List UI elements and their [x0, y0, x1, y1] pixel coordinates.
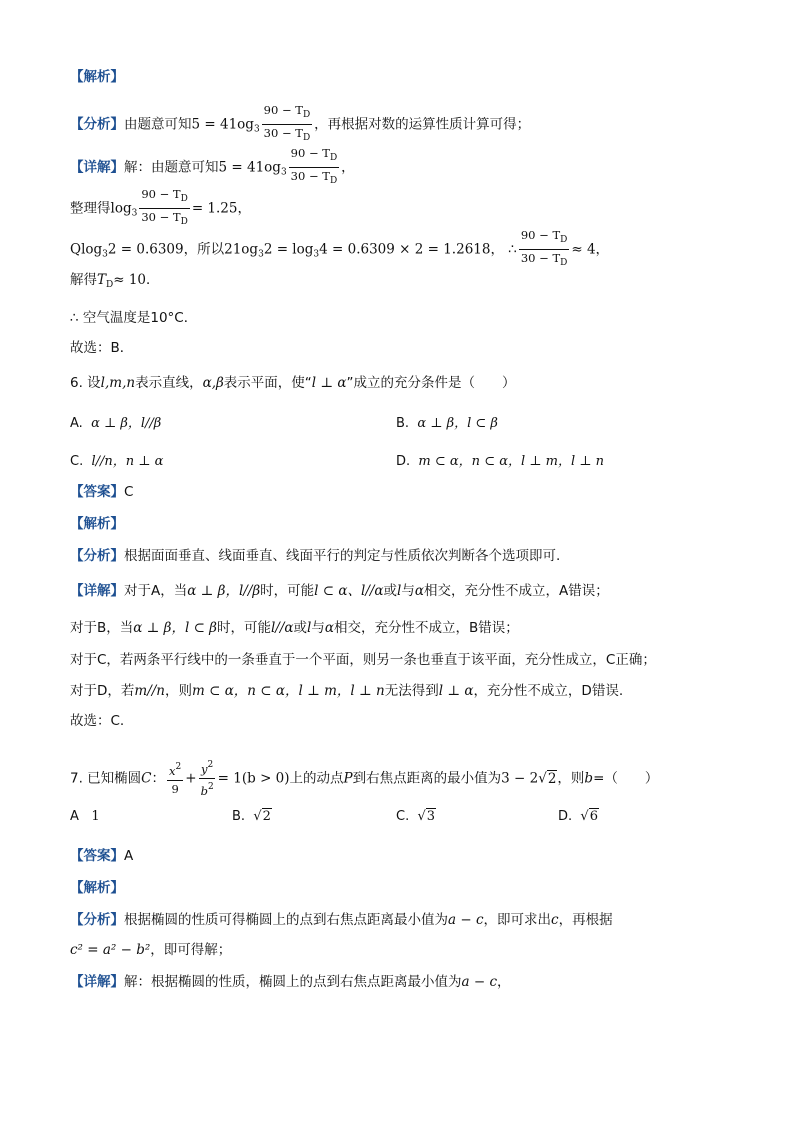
q6-choice: 故选：C. — [70, 713, 125, 729]
q7-y-fraction: $\frac{y^2}{b^2}$ — [200, 760, 214, 798]
q5-solve-line: 解得$T_D\approx 10$． — [70, 272, 160, 290]
q5-simplify-line: 整理得$\log_3$ $\frac{90 - T_D}{30 - T_D}$ = 1.25， — [70, 187, 251, 230]
q7-option-a: A 1 — [70, 809, 100, 824]
q5-fraction: $\frac{90 - T_D}{30 - T_D}$ — [141, 187, 188, 227]
q5-known-line: Qlog$_3$2 = 0.6309，所以$21og_32 = \log_34 = 0.6309 \times 2 = 1.2618$， ∴ $\frac{90 - T_D}{30 - T_D}$ ≈ 4， — [70, 228, 609, 271]
q6-option-a: A. α ⊥ β，l//β — [70, 416, 162, 431]
q7-method: 【分析】根据椭圆的性质可得椭圆上的点到右焦点距离最小值为a − c，即可求出c，再根据 — [70, 912, 613, 928]
q7-x-fraction: $\frac{x^2}{9}$ — [169, 762, 182, 796]
q6-option-b: B. α ⊥ β，l ⊂ β — [396, 416, 498, 431]
q6-stem: 6. 设l,m,n表示直线，α,β表示平面，使“l ⊥ α”成立的充分条件是（ ） — [70, 375, 516, 391]
q6-analysis-heading: 【解析】 — [70, 516, 124, 532]
q7-option-b: B. √2 — [232, 809, 271, 824]
q5-detail-line: 【详解】解：由题意可知$5 = 41og_3$ $\frac{90 - T_D}{30 - T_D}$ ， — [70, 146, 355, 189]
q7-option-d: D. √6 — [558, 809, 598, 824]
q7-analysis-heading: 【解析】 — [70, 880, 124, 896]
q7-answer: 【答案】A — [70, 848, 134, 864]
q6-detail-b: 对于B，当α ⊥ β，l ⊂ β时，可能l//α或l与α相交，充分性不成立，B错误； — [70, 620, 519, 636]
q5-method-line: 【分析】由题意可知$5 = 41og_3$ $\frac{90 - T_D}{30 - T_D}$ ，再根据对数的运算性质计算可得； — [70, 103, 530, 146]
q7-stem: 7. 已知椭圆C： $\frac{x^2}{9}$ + $\frac{y^2}{b^2}$ = 1(b > 0)上的动点P到右焦点距离的最小值为3 − 2√2，则b=（ ） — [70, 760, 659, 798]
q6-detail-c: 对于C，若两条平行线中的一条垂直于一个平面，则另一条也垂直于该平面，充分性成立，C正确； — [70, 652, 656, 668]
q6-option-d: D. m ⊂ α，n ⊂ α，l ⊥ m，l ⊥ n — [396, 454, 604, 469]
q7-option-c: C. √3 — [396, 809, 436, 824]
q5-eq-lhs: 5 = 41og — [191, 116, 254, 133]
q7-method-cont: c² = a² − b²，即可得解； — [70, 942, 232, 958]
q6-detail-d: 对于D，若m//n，则m ⊂ α，n ⊂ α，l ⊥ m，l ⊥ n无法得到l ⊥ α，充分性不成立，D错误. — [70, 683, 624, 699]
analysis-heading: 【解析】 — [70, 69, 124, 85]
q5-fraction: $\frac{90 - T_D}{30 - T_D}$ — [290, 146, 338, 186]
q6-detail-a: 【详解】对于A，当α ⊥ β，l//β时，可能l ⊂ α、l//α或l与α相交，充分性不成立，A错误； — [70, 583, 609, 599]
q5-choice: 故选：B． — [70, 340, 134, 356]
q5-fraction: $\frac{90 - T_D}{30 - T_D}$ — [263, 103, 311, 143]
q5-fraction: $\frac{90 - T_D}{30 - T_D}$ — [520, 228, 568, 268]
q6-option-c: C. l//n，n ⊥ α — [70, 454, 164, 469]
q6-answer: 【答案】C — [70, 484, 134, 500]
q7-detail: 【详解】解：根据椭圆的性质，椭圆上的点到右焦点距离最小值为a − c， — [70, 974, 511, 990]
q6-method: 【分析】根据面面垂直、线面垂直、线面平行的判定与性质依次判断各个选项即可. — [70, 548, 561, 564]
q5-conclusion: ∴ 空气温度是10°C． — [70, 310, 198, 326]
